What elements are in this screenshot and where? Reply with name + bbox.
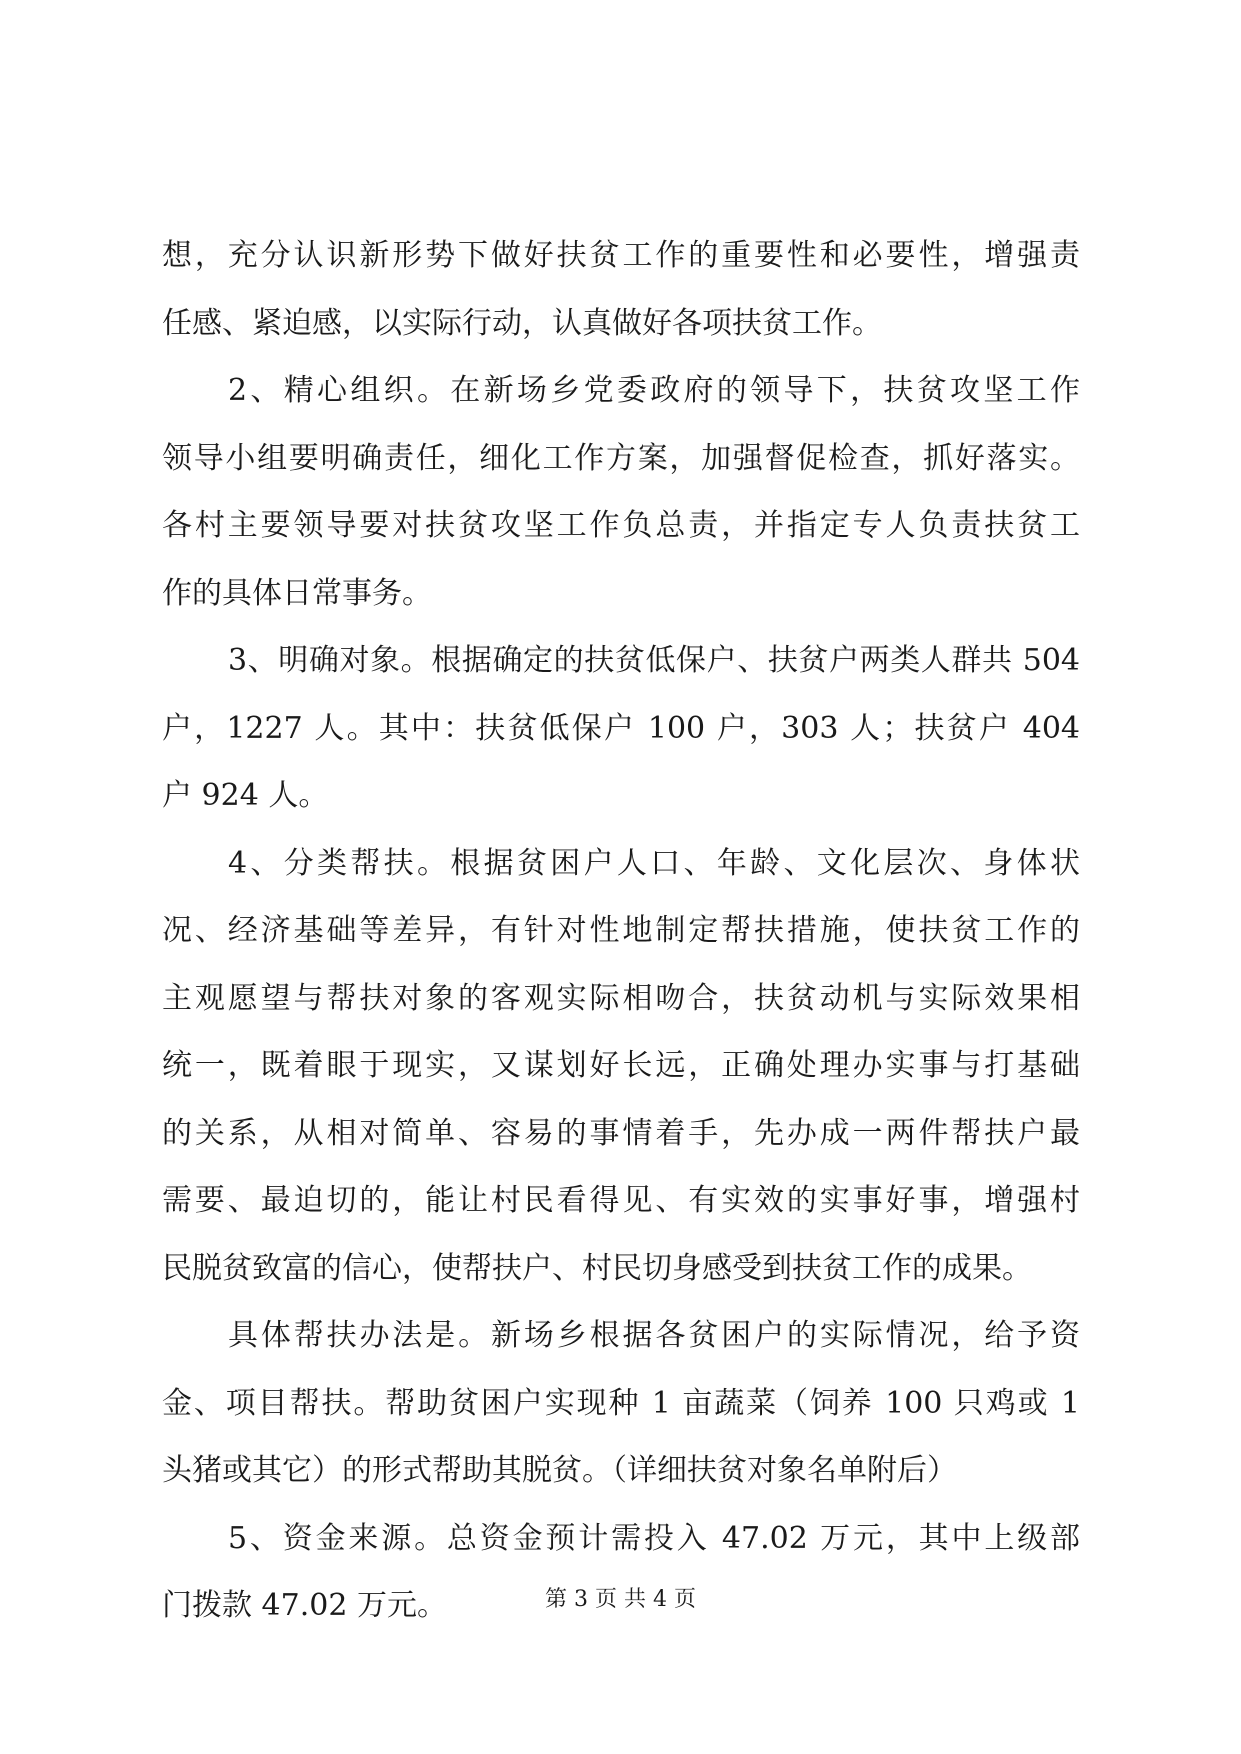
paragraph-first-line: 3、明确对象。根据确定的扶贫低保户、扶贫户两类人群共 504 — [228, 643, 1080, 678]
text-line: 需要、最迫切的，能让村民看得见、有实效的实事好事，增强村 — [162, 1183, 1080, 1218]
text-line: 户 924 人。 — [162, 778, 329, 813]
text-line: 想，充分认识新形势下做好扶贫工作的重要性和必要性，增强责 — [162, 238, 1080, 273]
text-line: 头猪或其它）的形式帮助其脱贫。（详细扶贫对象名单附后） — [162, 1453, 957, 1488]
paragraph-first-line: 2、精心组织。在新场乡党委政府的领导下，扶贫攻坚工作 — [228, 373, 1080, 408]
text-line: 况、经济基础等差异，有针对性地制定帮扶措施，使扶贫工作的 — [162, 913, 1080, 948]
paragraph-first-line: 4、分类帮扶。根据贫困户人口、年龄、文化层次、身体状 — [228, 845, 1080, 881]
text-line: 主观愿望与帮扶对象的客观实际相吻合，扶贫动机与实际效果相 — [162, 980, 1080, 1016]
text-line: 任感、紧迫感，以实际行动，认真做好各项扶贫工作。 — [162, 305, 882, 341]
text-line: 领导小组要明确责任，细化工作方案，加强督促检查，抓好落实。 — [162, 440, 1080, 476]
text-line: 金、项目帮扶。帮助贫困户实现种 1 亩蔬菜（饲养 100 只鸡或 1 — [162, 1385, 1080, 1421]
document-body — [162, 222, 1080, 1640]
text-line: 统一，既着眼于现实，又谋划好长远，正确处理办实事与打基础 — [162, 1048, 1080, 1083]
page-number-footer: 第 3 页 共 4 页 — [545, 1587, 696, 1612]
paragraph-first-line: 具体帮扶办法是。新场乡根据各贫困户的实际情况，给予资 — [228, 1318, 1080, 1353]
text-line: 民脱贫致富的信心，使帮扶户、村民切身感受到扶贫工作的成果。 — [162, 1250, 1032, 1286]
text-line: 作的具体日常事务。 — [162, 575, 432, 611]
text-line: 门拨款 47.02 万元。 — [162, 1588, 447, 1623]
text-line: 户，1227 人。其中：扶贫低保户 100 户，303 人；扶贫户 404 — [162, 710, 1080, 746]
paragraph-first-line: 5、资金来源。总资金预计需投入 47.02 万元，其中上级部 — [228, 1520, 1080, 1556]
text-line: 的关系，从相对简单、容易的事情着手，先办成一两件帮扶户最 — [162, 1115, 1080, 1151]
text-line: 各村主要领导要对扶贫攻坚工作负总责，并指定专人负责扶贫工 — [162, 508, 1080, 543]
